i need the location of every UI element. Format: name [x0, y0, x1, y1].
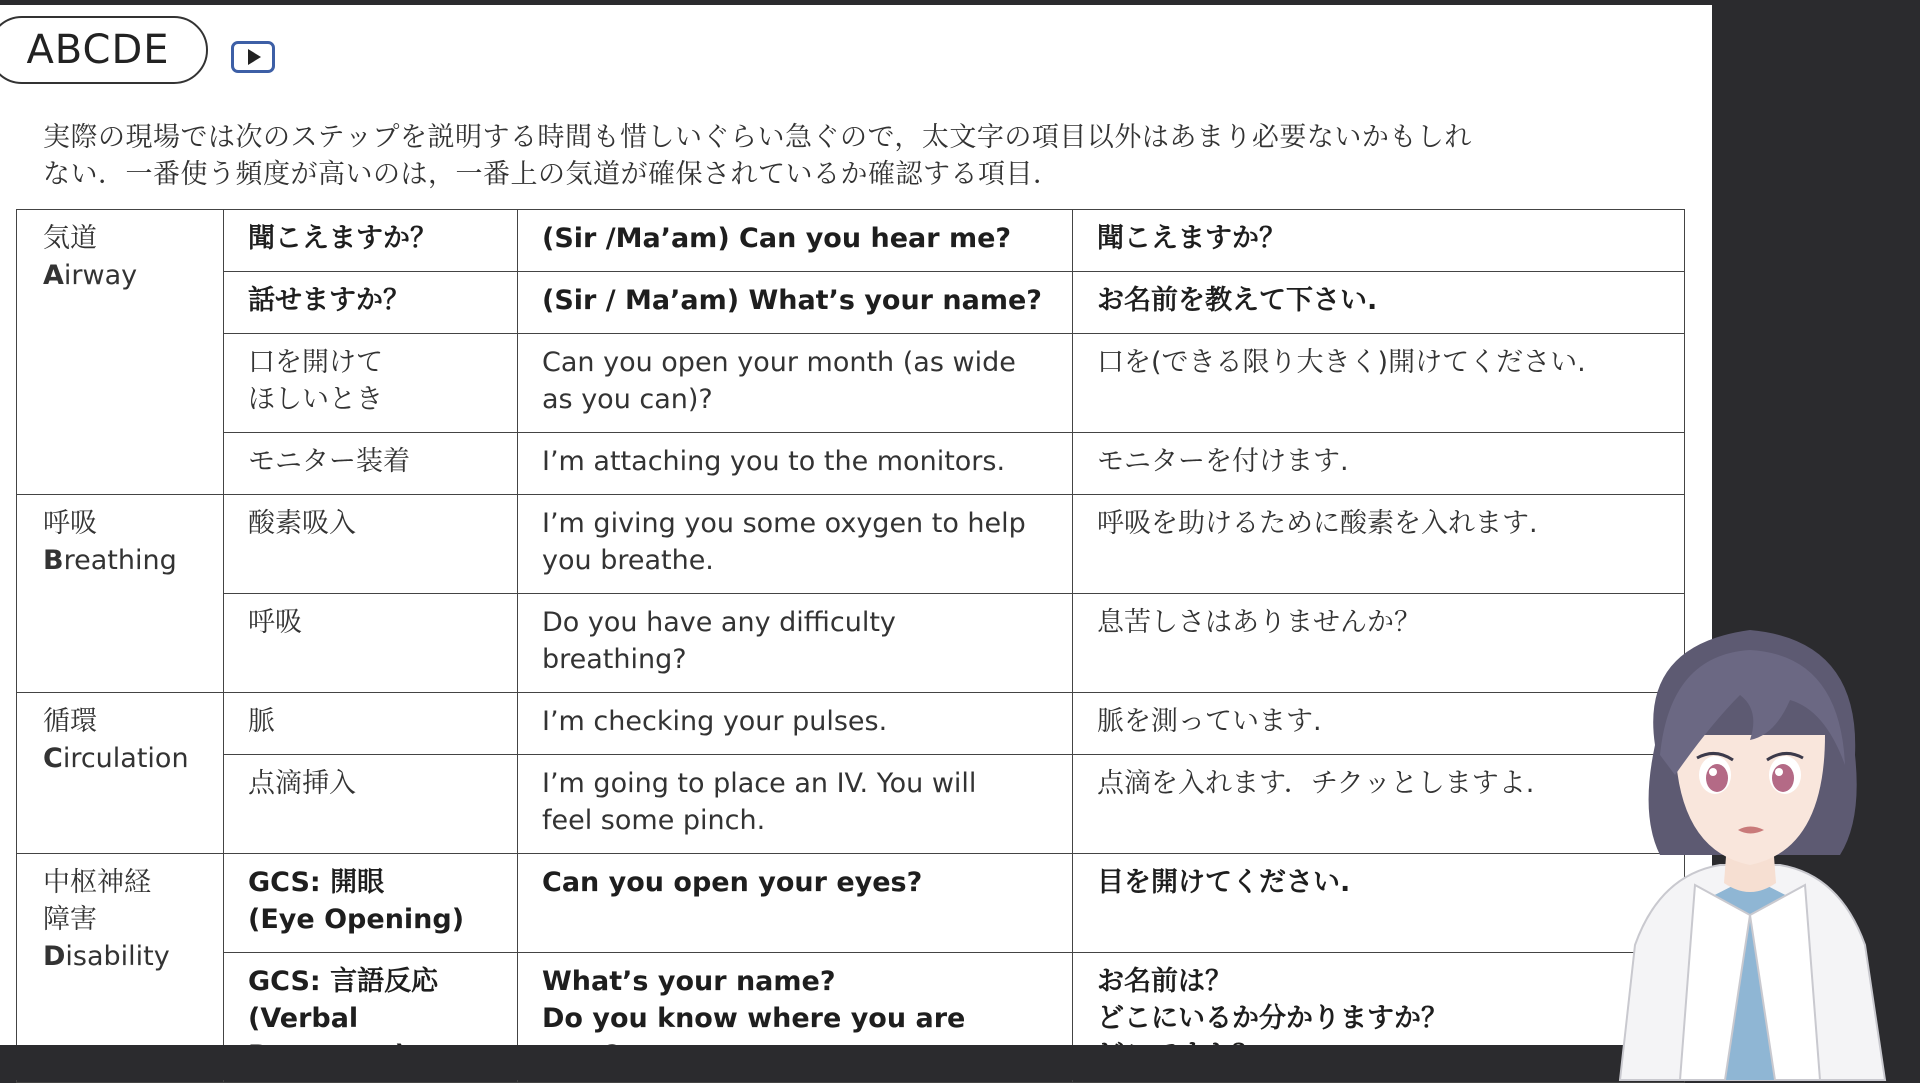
- table-row: [17, 210, 1685, 272]
- japanese-cell: 目を開けてください.: [1073, 854, 1685, 953]
- english-line: you breathe.: [542, 545, 714, 576]
- english-cell: Can you open your eyes?: [518, 854, 1073, 953]
- item-line: GCS: 言語反応: [248, 966, 439, 997]
- item-cell: モニター装着: [224, 433, 518, 495]
- english-cell: I’m attaching you to the monitors.: [518, 433, 1073, 495]
- english-line: breathing?: [542, 644, 687, 675]
- english-line: Do you have any difficulty: [542, 607, 896, 638]
- category-rest: irculation: [62, 743, 189, 774]
- english-cell: [518, 594, 1073, 693]
- english-cell: [518, 495, 1073, 594]
- english-cell: I’m checking your pulses.: [518, 693, 1073, 755]
- japanese-cell: 聞こえますか？: [1073, 210, 1685, 272]
- english-line: feel some pinch.: [542, 805, 766, 836]
- english-line: Can you open your month (as wide: [542, 347, 1016, 378]
- japanese-cell: 点滴を入れます．チクッとしますよ.: [1073, 755, 1685, 854]
- japanese-cell: 呼吸を助けるために酸素を入れます.: [1073, 495, 1685, 594]
- english-line: I’m giving you some oxygen to help: [542, 508, 1026, 539]
- item-cell: [224, 334, 518, 433]
- category-airway: [17, 210, 224, 495]
- japanese-cell: 口を(できる限り大きく)開けてください.: [1073, 334, 1685, 433]
- english-cell: [518, 755, 1073, 854]
- item-line: (Eye Opening): [248, 904, 465, 935]
- phrase-table: [16, 209, 1685, 1083]
- english-line: Do you know where you are: [542, 1003, 966, 1034]
- category-en: [43, 542, 199, 579]
- category-initial: C: [43, 743, 63, 774]
- category-rest: irway: [63, 260, 138, 291]
- table-row: [17, 272, 1685, 334]
- table-row: [17, 594, 1685, 693]
- character-avatar: [1600, 615, 1900, 1080]
- japanese-line: どこにいるか分かりますか？: [1097, 1003, 1448, 1034]
- english-line: I’m going to place an IV. You will: [542, 768, 977, 799]
- category-rest: reathing: [63, 545, 177, 576]
- category-jp: 呼吸: [43, 508, 97, 539]
- english-line: as you can)?: [542, 384, 713, 415]
- category-en: [43, 740, 199, 777]
- table-row: [17, 334, 1685, 433]
- category-initial: A: [43, 260, 64, 291]
- category-en: [43, 938, 199, 975]
- play-icon: [243, 47, 263, 67]
- category-jp: 循環: [43, 706, 97, 737]
- japanese-cell: モニターを付けます.: [1073, 433, 1685, 495]
- item-cell: 聞こえますか？: [224, 210, 518, 272]
- item-cell: 呼吸: [224, 594, 518, 693]
- category-initial: D: [43, 941, 66, 972]
- item-cell: 脈: [224, 693, 518, 755]
- english-cell: (Sir /Ma’am) Can you hear me?: [518, 210, 1073, 272]
- category-breathing: [17, 495, 224, 693]
- item-cell: 酸素吸入: [224, 495, 518, 594]
- intro-line: 実際の現場では次のステップを説明する時間も惜しいぐらい急ぐので，太文字の項目以外はあまり必要ないかもしれ: [43, 122, 1472, 153]
- table-row: [17, 495, 1685, 594]
- play-button[interactable]: [231, 41, 275, 73]
- item-line: 口を開けて: [248, 347, 383, 378]
- category-jp: 障害: [43, 904, 97, 935]
- category-jp: 中枢神経: [43, 867, 151, 898]
- intro-line: ない．一番使う頻度が高いのは，一番上の気道が確保されているか確認する項目．: [43, 159, 1061, 190]
- category-rest: isability: [65, 941, 170, 972]
- category-initial: B: [43, 545, 64, 576]
- english-cell: [518, 334, 1073, 433]
- slide-title: ABCDE: [0, 16, 208, 84]
- japanese-cell: 息苦しさはありませんか？: [1073, 594, 1685, 693]
- table-row: [17, 854, 1685, 953]
- table-row: [17, 755, 1685, 854]
- english-cell: (Sir / Ma’am) What’s your name?: [518, 272, 1073, 334]
- item-line: (Verbal: [248, 1003, 359, 1034]
- slide: [0, 5, 1712, 1045]
- category-circulation: [17, 693, 224, 854]
- english-line: What’s your name?: [542, 966, 836, 997]
- japanese-line: お名前は？: [1097, 966, 1232, 997]
- category-en: [43, 257, 199, 294]
- category-jp: 気道: [43, 223, 97, 254]
- item-line: ほしいとき: [248, 384, 383, 415]
- item-cell: [224, 854, 518, 953]
- item-line: GCS: 開眼: [248, 867, 385, 898]
- table-row: [17, 693, 1685, 755]
- japanese-cell: 脈を測っています.: [1073, 693, 1685, 755]
- intro-text: [43, 119, 1683, 193]
- table-row: [17, 433, 1685, 495]
- japanese-cell: お名前を教えて下さい.: [1073, 272, 1685, 334]
- item-cell: 点滴挿入: [224, 755, 518, 854]
- item-cell: 話せますか？: [224, 272, 518, 334]
